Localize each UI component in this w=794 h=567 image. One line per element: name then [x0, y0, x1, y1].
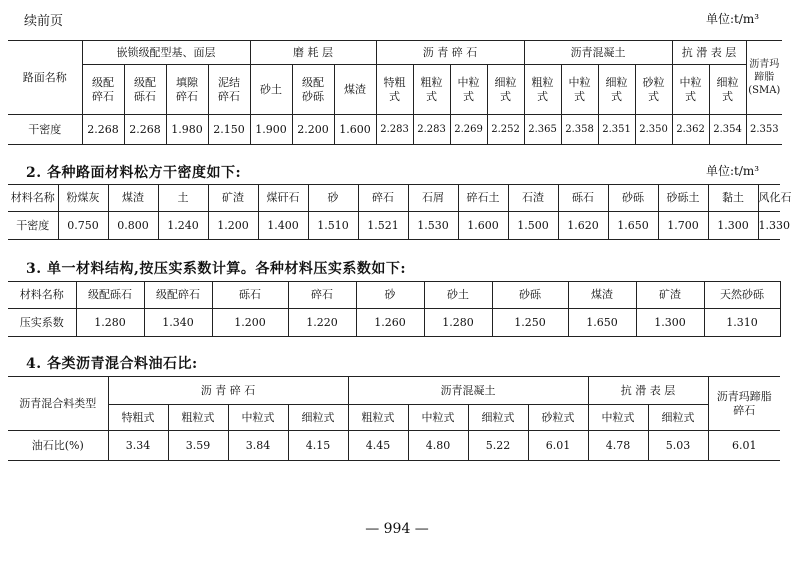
value-cell: 1.620: [558, 212, 608, 240]
sub-header: 级配砂砾: [292, 65, 334, 115]
sub-header: 细粒式: [598, 65, 635, 115]
group-header: 沥 青 碎 石: [108, 377, 348, 405]
value-cell: 1.280: [76, 309, 144, 337]
value-cell: 1.600: [458, 212, 508, 240]
road-name-header: 路面名称: [8, 41, 82, 115]
group-header: 沥 青 碎 石: [376, 41, 524, 65]
value-cell: 1.650: [568, 309, 636, 337]
value-cell: 1.980: [166, 115, 208, 145]
value-cell: 2.252: [487, 115, 524, 145]
value-cell: 1.521: [358, 212, 408, 240]
sub-header: 粗粒式: [524, 65, 561, 115]
group-header: 抗 滑 表 层: [588, 377, 708, 405]
value-cell: 1.510: [308, 212, 358, 240]
value-cell: 2.200: [292, 115, 334, 145]
header-cell: 风化石: [758, 185, 780, 212]
section-3-heading: 3. 单一材料结构,按压实系数计算。各种材料压实系数如下:: [26, 261, 407, 277]
value-cell: 2.362: [672, 115, 709, 145]
value-cell: 2.283: [376, 115, 413, 145]
value-cell: 5.03: [648, 431, 708, 461]
header-cell: 砂砾: [608, 185, 658, 212]
continued-label: 续前页: [24, 14, 64, 29]
value-cell: 2.354: [709, 115, 746, 145]
value-cell: 1.700: [658, 212, 708, 240]
value-cell: 1.530: [408, 212, 458, 240]
sub-header: 填隙碎石: [166, 65, 208, 115]
header-cell: 碎石土: [458, 185, 508, 212]
unit-label-1: 单位:t/m³: [706, 12, 760, 26]
header-cell: 碎石: [288, 282, 356, 309]
header-cell: 矿渣: [636, 282, 704, 309]
header-cell: 煤渣: [108, 185, 158, 212]
value-cell: 2.269: [450, 115, 487, 145]
sub-header: 特粗式: [376, 65, 413, 115]
value-cell: 2.150: [208, 115, 250, 145]
value-cell: 5.22: [468, 431, 528, 461]
value-cell: 2.350: [635, 115, 672, 145]
header-cell: 煤矸石: [258, 185, 308, 212]
group-header: 磨 耗 层: [250, 41, 376, 65]
page-number: — 994 —: [365, 521, 429, 537]
sub-header: 中粒式: [450, 65, 487, 115]
sub-header: 细粒式: [709, 65, 746, 115]
header-cell: 砂土: [424, 282, 492, 309]
value-cell: 1.500: [508, 212, 558, 240]
value-cell: 1.310: [704, 309, 780, 337]
value-cell: 6.01: [708, 431, 780, 461]
sub-header: 砂粒式: [635, 65, 672, 115]
value-cell: 4.15: [288, 431, 348, 461]
sub-header: 中粒式: [672, 65, 709, 115]
value-cell: 3.34: [108, 431, 168, 461]
sub-header: 中粒式: [561, 65, 598, 115]
compaction-table: [8, 281, 780, 337]
sub-header: 砂土: [250, 65, 292, 115]
group-header: 沥青混凝土: [524, 41, 672, 65]
section-2-heading: 2. 各种路面材料松方干密度如下:: [26, 165, 242, 181]
value-cell: 3.59: [168, 431, 228, 461]
header-cell: 砂砾土: [658, 185, 708, 212]
unit-label-2: 单位:t/m³: [706, 164, 760, 178]
header-cell: 碎石: [358, 185, 408, 212]
header-cell: 砾石: [558, 185, 608, 212]
value-cell: 1.280: [424, 309, 492, 337]
value-cell: 1.300: [636, 309, 704, 337]
value-cell: 1.200: [212, 309, 288, 337]
value-cell: 1.300: [708, 212, 758, 240]
group-header: 嵌锁级配型基、面层: [82, 41, 250, 65]
sub-header: 细粒式: [468, 405, 528, 431]
value-cell: 2.283: [413, 115, 450, 145]
header-cell: 煤渣: [568, 282, 636, 309]
value-cell: 1.240: [158, 212, 208, 240]
header-cell: 石屑: [408, 185, 458, 212]
value-cell: 2.268: [82, 115, 124, 145]
sub-header: 中粒式: [588, 405, 648, 431]
row-label: 干密度: [8, 212, 58, 240]
value-cell: 2.358: [561, 115, 598, 145]
value-cell: 0.750: [58, 212, 108, 240]
sub-header: 粗粒式: [413, 65, 450, 115]
sub-header: 细粒式: [288, 405, 348, 431]
value-cell: 1.400: [258, 212, 308, 240]
sub-header: 中粒式: [408, 405, 468, 431]
value-cell: 4.45: [348, 431, 408, 461]
header-cell: 土: [158, 185, 208, 212]
sub-header: 粗粒式: [168, 405, 228, 431]
section-4-heading: 4. 各类沥青混合料油石比:: [26, 356, 198, 372]
sub-header: 特粗式: [108, 405, 168, 431]
sub-header: 细粒式: [487, 65, 524, 115]
value-cell: 2.351: [598, 115, 635, 145]
header-cell: 石渣: [508, 185, 558, 212]
sub-header: 细粒式: [648, 405, 708, 431]
loose-density-table: [8, 184, 792, 240]
header-cell: 砂: [308, 185, 358, 212]
row-label: 压实系数: [8, 309, 76, 337]
value-cell: 1.650: [608, 212, 658, 240]
header-cell: 级配砾石: [76, 282, 144, 309]
header-cell: 级配碎石: [144, 282, 212, 309]
header-cell: 砂: [356, 282, 424, 309]
header-cell: 黏土: [708, 185, 758, 212]
sma-header: 沥青玛蹄脂碎石: [708, 377, 780, 431]
header-cell: 材料名称: [8, 282, 76, 309]
value-cell: 4.80: [408, 431, 468, 461]
value-cell: 1.330: [758, 212, 780, 240]
header-cell: 矿渣: [208, 185, 258, 212]
value-cell: 6.01: [528, 431, 588, 461]
group-header: 抗 滑 表 层: [672, 41, 746, 65]
value-cell: 1.200: [208, 212, 258, 240]
value-cell: 1.250: [492, 309, 568, 337]
sub-header: 煤渣: [334, 65, 376, 115]
value-cell: 4.78: [588, 431, 648, 461]
value-cell: 1.600: [334, 115, 376, 145]
group-header: 沥青混凝土: [348, 377, 588, 405]
sub-header: 泥结碎石: [208, 65, 250, 115]
mix-type-header: 沥青混合料类型: [8, 377, 108, 431]
value-cell: 1.220: [288, 309, 356, 337]
dry-density-table: [8, 40, 782, 145]
value-cell: 1.900: [250, 115, 292, 145]
value-cell: 2.268: [124, 115, 166, 145]
header-cell: 天然砂砾: [704, 282, 780, 309]
value-cell: 2.365: [524, 115, 561, 145]
header-cell: 砾石: [212, 282, 288, 309]
header-cell: 材料名称: [8, 185, 58, 212]
header-cell: 砂砾: [492, 282, 568, 309]
sma-header: 沥青玛蹄脂(SMA): [746, 41, 782, 115]
sub-header: 粗粒式: [348, 405, 408, 431]
header-cell: 粉煤灰: [58, 185, 108, 212]
sub-header: 砂粒式: [528, 405, 588, 431]
value-cell: 1.260: [356, 309, 424, 337]
sub-header: 级配砾石: [124, 65, 166, 115]
asphalt-ratio-table: [8, 376, 780, 461]
value-cell: 1.340: [144, 309, 212, 337]
row-label: 油石比(%): [8, 431, 108, 461]
row-label: 干密度: [8, 115, 82, 145]
value-cell: 0.800: [108, 212, 158, 240]
sub-header: 中粒式: [228, 405, 288, 431]
value-cell: 2.353: [746, 115, 782, 145]
sub-header: 级配碎石: [82, 65, 124, 115]
value-cell: 3.84: [228, 431, 288, 461]
